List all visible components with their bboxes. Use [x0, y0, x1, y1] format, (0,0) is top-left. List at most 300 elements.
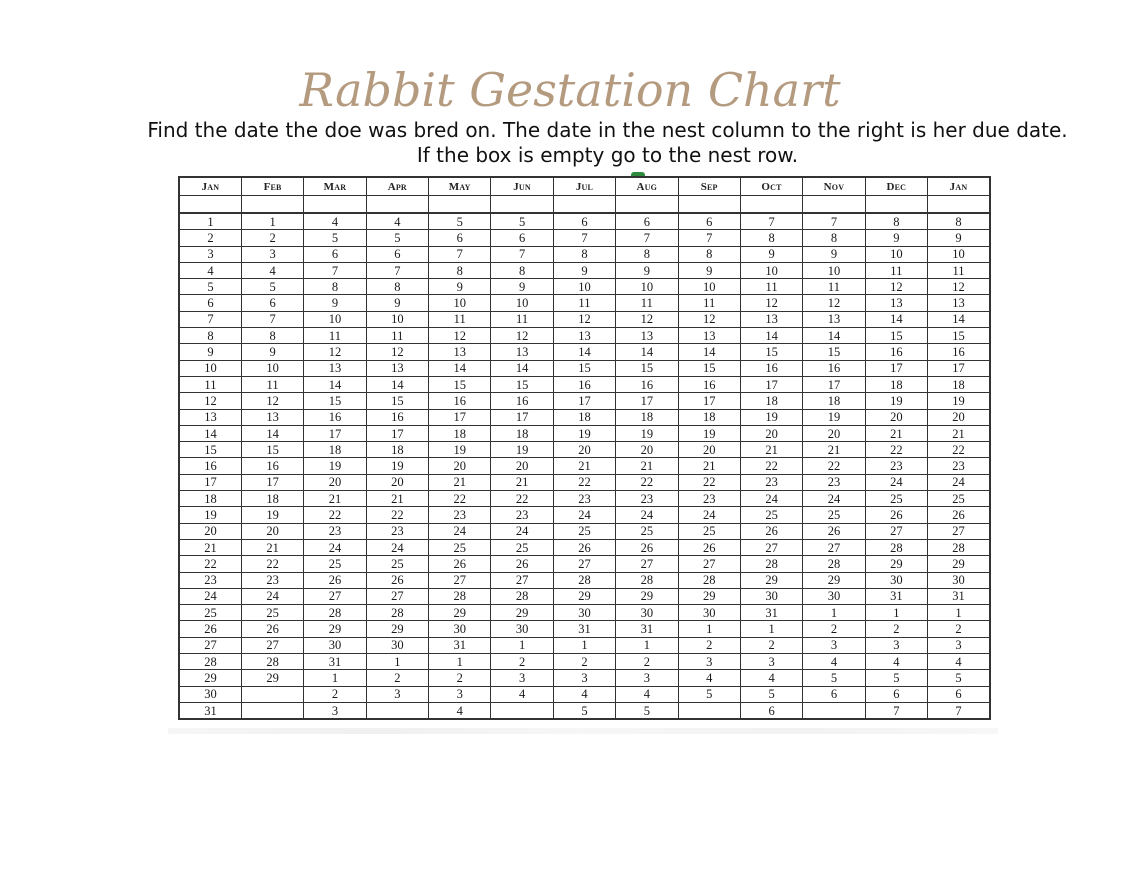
date-cell: 5	[803, 670, 865, 686]
date-cell: 11	[179, 376, 241, 392]
date-cell: 10	[803, 262, 865, 278]
date-cell: 17	[553, 393, 615, 409]
date-cell: 20	[179, 523, 241, 539]
date-cell: 30	[366, 637, 428, 653]
date-cell: 3	[678, 654, 740, 670]
date-cell: 19	[304, 458, 366, 474]
date-cell: 22	[179, 556, 241, 572]
date-cell: 15	[678, 360, 740, 376]
date-cell: 14	[740, 328, 802, 344]
table-row	[179, 539, 990, 555]
month-header: Jan	[179, 177, 241, 196]
date-cell: 23	[553, 491, 615, 507]
date-cell: 8	[491, 262, 553, 278]
date-cell	[803, 702, 865, 719]
blank-cell	[740, 196, 802, 214]
date-cell: 19	[241, 507, 303, 523]
date-cell: 17	[366, 425, 428, 441]
date-cell: 3	[179, 246, 241, 262]
date-cell: 5	[678, 686, 740, 702]
table-row	[179, 279, 990, 295]
date-cell: 17	[803, 376, 865, 392]
date-cell: 23	[740, 474, 802, 490]
date-cell: 6	[179, 295, 241, 311]
date-cell: 20	[928, 409, 991, 425]
date-cell: 27	[304, 588, 366, 604]
date-cell	[366, 702, 428, 719]
table-row	[179, 686, 990, 702]
table-row	[179, 213, 990, 230]
date-cell: 25	[553, 523, 615, 539]
date-cell: 13	[179, 409, 241, 425]
date-cell: 22	[928, 442, 991, 458]
blank-cell	[491, 196, 553, 214]
blank-cell	[678, 196, 740, 214]
date-cell: 29	[366, 621, 428, 637]
date-cell: 8	[928, 213, 991, 230]
date-cell: 11	[304, 328, 366, 344]
date-cell: 4	[241, 262, 303, 278]
date-cell: 19	[803, 409, 865, 425]
date-cell: 24	[553, 507, 615, 523]
faded-footer-strip	[168, 728, 998, 734]
date-cell: 18	[304, 442, 366, 458]
date-cell: 20	[553, 442, 615, 458]
date-cell: 15	[366, 393, 428, 409]
table-row	[179, 523, 990, 539]
date-cell: 15	[304, 393, 366, 409]
blank-cell	[366, 196, 428, 214]
date-cell: 23	[491, 507, 553, 523]
date-cell: 7	[740, 213, 802, 230]
date-cell: 26	[553, 539, 615, 555]
date-cell: 21	[928, 425, 991, 441]
date-cell: 16	[740, 360, 802, 376]
date-cell: 5	[740, 686, 802, 702]
date-cell: 13	[553, 328, 615, 344]
date-cell: 26	[616, 539, 678, 555]
date-cell: 11	[928, 262, 991, 278]
date-cell: 19	[179, 507, 241, 523]
date-cell: 10	[491, 295, 553, 311]
date-cell: 18	[429, 425, 491, 441]
date-cell: 7	[865, 702, 927, 719]
date-cell: 25	[740, 507, 802, 523]
date-cell: 30	[928, 572, 991, 588]
date-cell: 15	[928, 328, 991, 344]
date-cell: 4	[803, 654, 865, 670]
date-cell: 1	[740, 621, 802, 637]
table-row	[179, 637, 990, 653]
date-cell: 3	[928, 637, 991, 653]
date-cell: 13	[865, 295, 927, 311]
date-cell: 27	[678, 556, 740, 572]
date-cell: 31	[304, 654, 366, 670]
date-cell: 5	[553, 702, 615, 719]
date-cell: 16	[304, 409, 366, 425]
date-cell: 1	[366, 654, 428, 670]
date-cell: 10	[740, 262, 802, 278]
date-cell: 21	[678, 458, 740, 474]
date-cell: 4	[491, 686, 553, 702]
date-cell: 29	[803, 572, 865, 588]
date-cell: 4	[179, 262, 241, 278]
blank-cell	[803, 196, 865, 214]
date-cell: 19	[740, 409, 802, 425]
date-cell: 18	[865, 376, 927, 392]
date-cell: 24	[179, 588, 241, 604]
table-row	[179, 262, 990, 278]
date-cell: 21	[616, 458, 678, 474]
date-cell: 16	[865, 344, 927, 360]
date-cell: 17	[616, 393, 678, 409]
date-cell: 7	[678, 230, 740, 246]
month-header: May	[429, 177, 491, 196]
date-cell: 25	[616, 523, 678, 539]
date-cell: 9	[740, 246, 802, 262]
date-cell: 3	[865, 637, 927, 653]
date-cell: 8	[366, 279, 428, 295]
date-cell: 25	[491, 539, 553, 555]
date-cell: 29	[553, 588, 615, 604]
date-cell: 16	[241, 458, 303, 474]
table-row	[179, 605, 990, 621]
table-row	[179, 588, 990, 604]
date-cell: 30	[865, 572, 927, 588]
date-cell: 20	[429, 458, 491, 474]
date-cell: 19	[429, 442, 491, 458]
date-cell: 11	[491, 311, 553, 327]
date-cell: 25	[803, 507, 865, 523]
date-cell: 8	[740, 230, 802, 246]
date-cell: 21	[803, 442, 865, 458]
date-cell: 28	[429, 588, 491, 604]
date-cell	[491, 702, 553, 719]
date-cell: 28	[803, 556, 865, 572]
date-cell: 6	[366, 246, 428, 262]
table-row	[179, 702, 990, 719]
date-cell: 3	[740, 654, 802, 670]
month-header: Mar	[304, 177, 366, 196]
date-cell: 3	[429, 686, 491, 702]
date-cell: 27	[928, 523, 991, 539]
date-cell: 8	[803, 230, 865, 246]
date-cell: 22	[865, 442, 927, 458]
date-cell: 20	[678, 442, 740, 458]
month-header: Apr	[366, 177, 428, 196]
blank-cell	[616, 196, 678, 214]
date-cell: 11	[616, 295, 678, 311]
date-cell: 19	[678, 425, 740, 441]
date-cell: 22	[491, 491, 553, 507]
date-cell: 18	[678, 409, 740, 425]
date-cell: 11	[740, 279, 802, 295]
date-cell: 30	[179, 686, 241, 702]
date-cell: 23	[304, 523, 366, 539]
date-cell: 12	[304, 344, 366, 360]
date-cell: 22	[616, 474, 678, 490]
date-cell: 16	[429, 393, 491, 409]
date-cell: 1	[179, 213, 241, 230]
date-cell: 14	[616, 344, 678, 360]
date-cell: 12	[491, 328, 553, 344]
date-cell: 24	[616, 507, 678, 523]
date-cell: 7	[366, 262, 428, 278]
date-cell: 9	[803, 246, 865, 262]
date-cell: 10	[429, 295, 491, 311]
date-cell: 15	[740, 344, 802, 360]
date-cell: 18	[803, 393, 865, 409]
date-cell: 21	[366, 491, 428, 507]
date-cell: 10	[678, 279, 740, 295]
date-cell: 12	[616, 311, 678, 327]
date-cell: 24	[491, 523, 553, 539]
date-cell: 12	[429, 328, 491, 344]
date-cell: 13	[616, 328, 678, 344]
date-cell: 10	[366, 311, 428, 327]
month-header: Sep	[678, 177, 740, 196]
date-cell: 1	[928, 605, 991, 621]
date-cell: 14	[304, 376, 366, 392]
date-cell: 4	[616, 686, 678, 702]
date-cell: 14	[366, 376, 428, 392]
date-cell	[241, 686, 303, 702]
date-cell: 16	[616, 376, 678, 392]
date-cell: 26	[678, 539, 740, 555]
date-cell: 30	[616, 605, 678, 621]
date-cell	[678, 702, 740, 719]
date-cell: 13	[304, 360, 366, 376]
date-cell: 22	[803, 458, 865, 474]
date-cell: 28	[304, 605, 366, 621]
table-row	[179, 246, 990, 262]
date-cell: 12	[740, 295, 802, 311]
date-cell: 21	[491, 474, 553, 490]
date-cell: 26	[740, 523, 802, 539]
table-row	[179, 409, 990, 425]
table-row	[179, 442, 990, 458]
date-cell: 6	[304, 246, 366, 262]
date-cell: 22	[678, 474, 740, 490]
date-cell: 4	[865, 654, 927, 670]
date-cell: 26	[928, 507, 991, 523]
date-cell: 9	[304, 295, 366, 311]
date-cell: 6	[491, 230, 553, 246]
date-cell: 16	[366, 409, 428, 425]
date-cell: 20	[803, 425, 865, 441]
date-cell: 5	[429, 213, 491, 230]
date-cell: 10	[928, 246, 991, 262]
table-row	[179, 621, 990, 637]
date-cell: 2	[491, 654, 553, 670]
date-cell: 18	[241, 491, 303, 507]
date-cell: 4	[429, 702, 491, 719]
date-cell: 27	[740, 539, 802, 555]
date-cell: 23	[678, 491, 740, 507]
date-cell: 28	[553, 572, 615, 588]
date-cell: 2	[865, 621, 927, 637]
date-cell: 18	[616, 409, 678, 425]
date-cell: 10	[553, 279, 615, 295]
date-cell: 13	[740, 311, 802, 327]
date-cell: 24	[429, 523, 491, 539]
date-cell: 28	[179, 654, 241, 670]
date-cell: 26	[241, 621, 303, 637]
date-cell: 21	[429, 474, 491, 490]
blank-cell	[429, 196, 491, 214]
date-cell: 17	[740, 376, 802, 392]
date-cell: 18	[928, 376, 991, 392]
date-cell: 8	[616, 246, 678, 262]
date-cell: 27	[865, 523, 927, 539]
date-cell: 5	[304, 230, 366, 246]
date-cell: 8	[429, 262, 491, 278]
date-cell: 31	[179, 702, 241, 719]
date-cell: 24	[366, 539, 428, 555]
date-cell: 2	[928, 621, 991, 637]
date-cell: 29	[740, 572, 802, 588]
date-cell: 30	[678, 605, 740, 621]
date-cell: 3	[553, 670, 615, 686]
date-cell: 5	[865, 670, 927, 686]
date-cell: 8	[865, 213, 927, 230]
date-cell: 13	[241, 409, 303, 425]
date-cell: 1	[616, 637, 678, 653]
date-cell: 28	[928, 539, 991, 555]
date-cell: 14	[241, 425, 303, 441]
date-cell: 9	[553, 262, 615, 278]
date-cell: 11	[553, 295, 615, 311]
gestation-table	[178, 176, 991, 720]
date-cell: 28	[678, 572, 740, 588]
table-row	[179, 360, 990, 376]
date-cell: 3	[616, 670, 678, 686]
date-cell: 6	[553, 213, 615, 230]
date-cell: 17	[491, 409, 553, 425]
date-cell: 13	[491, 344, 553, 360]
blank-cell	[179, 196, 241, 214]
blank-cell	[241, 196, 303, 214]
blank-row	[179, 196, 990, 214]
date-cell: 2	[678, 637, 740, 653]
date-cell: 6	[429, 230, 491, 246]
date-cell: 26	[865, 507, 927, 523]
table-row	[179, 507, 990, 523]
date-cell: 7	[241, 311, 303, 327]
date-cell: 9	[366, 295, 428, 311]
date-cell: 30	[553, 605, 615, 621]
date-cell: 25	[865, 491, 927, 507]
date-cell: 6	[803, 686, 865, 702]
date-cell: 14	[491, 360, 553, 376]
date-cell: 19	[928, 393, 991, 409]
date-cell: 17	[179, 474, 241, 490]
date-cell: 11	[241, 376, 303, 392]
date-cell: 6	[241, 295, 303, 311]
table-row	[179, 425, 990, 441]
date-cell: 14	[928, 311, 991, 327]
instructions-text: Find the date the doe was bred on. The date in the nest column to the right is her due date. If the box is empty go to the nest row.	[147, 118, 1068, 167]
blank-cell	[865, 196, 927, 214]
date-cell: 18	[366, 442, 428, 458]
date-cell: 20	[366, 474, 428, 490]
date-cell: 25	[241, 605, 303, 621]
date-cell: 9	[678, 262, 740, 278]
date-cell: 23	[241, 572, 303, 588]
date-cell: 31	[429, 637, 491, 653]
date-cell: 22	[241, 556, 303, 572]
table-row	[179, 376, 990, 392]
date-cell: 3	[304, 702, 366, 719]
date-cell: 16	[179, 458, 241, 474]
date-cell: 8	[179, 328, 241, 344]
date-cell: 15	[241, 442, 303, 458]
date-cell: 4	[553, 686, 615, 702]
date-cell: 7	[616, 230, 678, 246]
date-cell: 29	[429, 605, 491, 621]
month-header: Oct	[740, 177, 802, 196]
date-cell: 16	[928, 344, 991, 360]
date-cell: 30	[803, 588, 865, 604]
date-cell: 31	[928, 588, 991, 604]
date-cell: 11	[803, 279, 865, 295]
date-cell: 16	[803, 360, 865, 376]
date-cell: 29	[179, 670, 241, 686]
date-cell: 31	[553, 621, 615, 637]
table-row	[179, 458, 990, 474]
date-cell: 3	[491, 670, 553, 686]
date-cell: 27	[241, 637, 303, 653]
date-cell: 12	[803, 295, 865, 311]
date-cell: 28	[865, 539, 927, 555]
date-cell: 24	[241, 588, 303, 604]
date-cell: 4	[304, 213, 366, 230]
date-cell: 14	[429, 360, 491, 376]
date-cell: 19	[491, 442, 553, 458]
date-cell: 28	[491, 588, 553, 604]
date-cell: 9	[241, 344, 303, 360]
date-cell: 25	[429, 539, 491, 555]
table-row	[179, 295, 990, 311]
page-title: Rabbit Gestation Chart	[299, 63, 841, 117]
date-cell: 12	[366, 344, 428, 360]
date-cell: 1	[304, 670, 366, 686]
date-cell: 13	[678, 328, 740, 344]
date-cell: 31	[865, 588, 927, 604]
date-cell: 4	[928, 654, 991, 670]
date-cell: 11	[366, 328, 428, 344]
date-cell: 6	[928, 686, 991, 702]
blank-cell	[553, 196, 615, 214]
date-cell: 7	[491, 246, 553, 262]
date-cell: 30	[304, 637, 366, 653]
date-cell: 29	[491, 605, 553, 621]
date-cell: 21	[241, 539, 303, 555]
date-cell: 7	[928, 702, 991, 719]
date-cell: 15	[865, 328, 927, 344]
date-cell: 2	[803, 621, 865, 637]
date-cell: 13	[803, 311, 865, 327]
date-cell: 14	[678, 344, 740, 360]
date-cell: 17	[928, 360, 991, 376]
date-cell: 13	[366, 360, 428, 376]
date-cell: 29	[616, 588, 678, 604]
date-cell: 10	[179, 360, 241, 376]
date-cell: 10	[304, 311, 366, 327]
table-row	[179, 654, 990, 670]
date-cell: 11	[429, 311, 491, 327]
date-cell: 22	[553, 474, 615, 490]
